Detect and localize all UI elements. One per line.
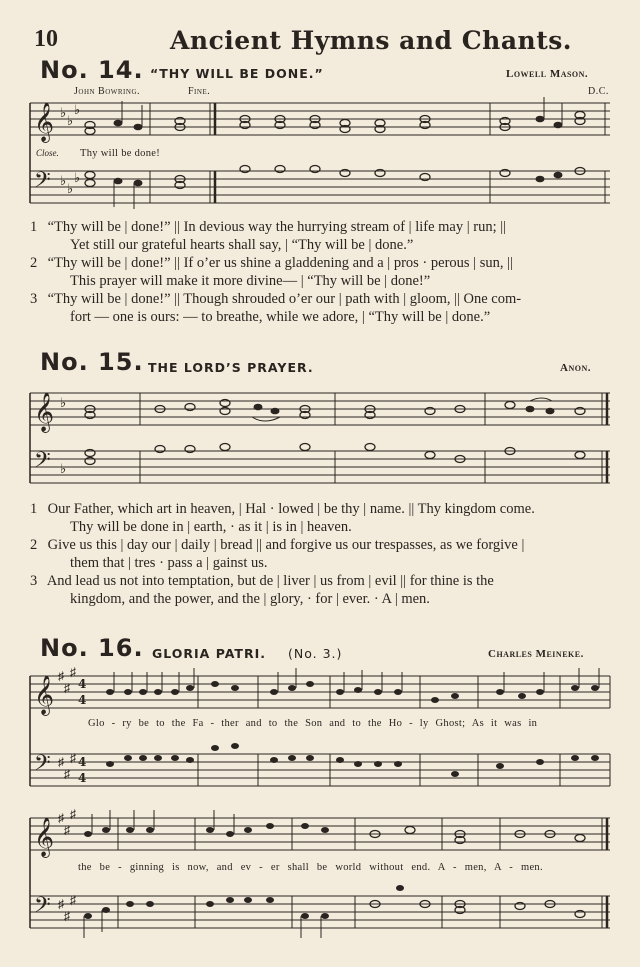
lyric-syllable: Ghost;: [435, 718, 466, 729]
lyric-syllable: ther: [221, 718, 239, 729]
lyric-syllable: to: [156, 718, 165, 729]
verse-line: kingdom, and the power, and the | glory, · for | ever. · A | men.: [70, 591, 430, 607]
lyric-syllable: in: [528, 718, 538, 729]
lyric-syllable: men,: [464, 862, 487, 873]
svg-text:𝄞: 𝄞: [34, 102, 55, 142]
lyric-syllable: the: [78, 862, 92, 873]
hymn-14-composer: Lowell Mason.: [506, 68, 589, 80]
lyric-syllable: -: [453, 862, 457, 873]
svg-text:𝄢: 𝄢: [34, 448, 51, 478]
lyric-syllable: As: [471, 718, 484, 729]
svg-text:4: 4: [78, 693, 87, 707]
verse-item: [30, 218, 618, 236]
verse-line: Yet still our grateful hearts shall say, | “Thy will be | done.”: [70, 237, 414, 253]
hymn-15-composer: Anon.: [560, 362, 591, 374]
hymn-15-number: No. 15.: [40, 348, 144, 376]
lyric-syllable: the: [368, 718, 382, 729]
svg-text:♭: ♭: [74, 171, 81, 186]
verse-line: “Thy will be | done!” || Though shrouded o’er our | path with | gloom, || One com-: [47, 291, 522, 307]
lyric-syllable: ginning: [129, 862, 165, 873]
lyric-syllable: ev: [240, 862, 252, 873]
lyric-syllable: the: [284, 718, 299, 729]
svg-text:♭: ♭: [67, 114, 74, 129]
hymn-14-title: “THY WILL BE DONE.”: [150, 66, 324, 81]
hymn-16-title: GLORIA PATRI.: [152, 646, 266, 661]
svg-text:♭: ♭: [60, 395, 67, 410]
lyric-syllable: Ho: [388, 718, 403, 729]
svg-text:♯: ♯: [64, 681, 70, 695]
running-head: Ancient Hymns and Chants.: [170, 26, 573, 55]
lyric-syllable: is: [171, 862, 180, 873]
lyric-syllable: Son: [305, 718, 323, 729]
svg-text:4: 4: [78, 755, 87, 769]
svg-text:𝄞: 𝄞: [34, 817, 55, 857]
lyric-syllable: -: [111, 718, 116, 729]
lyric-syllable: be: [316, 862, 328, 873]
svg-text:♯: ♯: [70, 807, 76, 821]
lyric-syllable: and: [329, 718, 346, 729]
lyric-syllable: -: [210, 718, 215, 729]
lyric-syllable: ry: [122, 718, 132, 729]
hymn-14-close-lyric: Thy will be done!: [80, 148, 161, 159]
lyric-syllable: Fa: [192, 718, 204, 729]
svg-text:𝄞: 𝄞: [34, 392, 55, 432]
verse-number: 3: [30, 291, 38, 307]
lyric-syllable: men.: [520, 862, 543, 873]
svg-text:♯: ♯: [64, 823, 70, 837]
lyric-syllable: world: [335, 862, 362, 873]
hymn-14-fine-mark: Fine.: [188, 86, 211, 97]
svg-text:𝄢: 𝄢: [34, 893, 51, 923]
svg-text:♭: ♭: [74, 103, 81, 118]
lyric-syllable: it: [490, 718, 498, 729]
svg-text:𝄢: 𝄢: [34, 751, 51, 781]
verse-item: [30, 290, 618, 308]
hymn-16-composer: Charles Meineke.: [488, 648, 584, 660]
verse-number: 2: [30, 537, 38, 553]
svg-text:𝄞: 𝄞: [34, 675, 55, 715]
verse-line: them that | tres · pass a | gainst us.: [70, 555, 268, 571]
lyric-syllable: to: [352, 718, 362, 729]
svg-text:♭: ♭: [60, 461, 67, 476]
verse-number: 1: [30, 219, 38, 235]
svg-text:♭: ♭: [60, 106, 67, 121]
svg-text:♭: ♭: [67, 182, 74, 197]
verse-line: Thy will be done in | earth, · as it | is in | heaven.: [70, 519, 352, 535]
lyric-syllable: A: [494, 862, 502, 873]
verse-number: 3: [30, 573, 38, 589]
hymn-15-score: [30, 385, 612, 495]
hymn-16-subtitle: (No. 3.): [288, 646, 343, 661]
lyric-syllable: and: [216, 862, 233, 873]
hymn-14-verses: [30, 218, 618, 326]
lyric-syllable: end.: [411, 862, 431, 873]
page-number: 10: [34, 26, 58, 52]
lyric-syllable: ly: [419, 718, 429, 729]
hymn-14-dc-mark: D.C.: [588, 86, 609, 97]
lyric-syllable: to: [268, 718, 278, 729]
verse-line: This prayer will make it more divine— | “Thy will be | done!”: [70, 273, 431, 289]
hymn-15-title: THE LORD’S PRAYER.: [148, 360, 314, 375]
verse-number: 2: [30, 255, 38, 271]
lyric-syllable: -: [409, 718, 413, 729]
verse-line: Our Father, which art in heaven, | Hal · lowed | be thy | name. || Thy kingdom come.: [47, 501, 535, 517]
hymn-14-author: John Bowring.: [74, 86, 140, 97]
svg-text:♯: ♯: [58, 897, 64, 911]
lyric-syllable: was: [504, 718, 522, 729]
hymn-16-number: No. 16.: [40, 634, 144, 662]
lyric-syllable: -: [509, 862, 514, 873]
verse-line: Give us this | day our | daily | bread || and forgive us our trespasses, as we forgive |: [47, 537, 525, 553]
verse-line: fort — one is ours: — to breathe, while we adore, | “Thy will be | done.”: [70, 309, 491, 325]
hymn-16-lyrics-1: [88, 718, 608, 729]
svg-text:♯: ♯: [70, 665, 76, 679]
verse-item: [30, 254, 618, 272]
lyric-syllable: Glo: [88, 718, 105, 729]
lyric-syllable: -: [259, 862, 263, 873]
lyric-syllable: without: [369, 862, 404, 873]
lyric-syllable: now,: [187, 862, 209, 873]
verse-item: [30, 572, 618, 590]
svg-text:♯: ♯: [64, 767, 70, 781]
verse-line: “Thy will be | done!” || If o’er us shine a gladdening and a | pros · perous | sun, ||: [47, 255, 513, 271]
lyric-syllable: shall: [287, 862, 309, 873]
lyric-syllable: be: [138, 718, 150, 729]
svg-text:♯: ♯: [58, 811, 64, 825]
verse-item: [30, 500, 618, 518]
verse-line: And lead us not into temptation, but de | liver | us from | evil || for thine is the: [46, 573, 494, 589]
svg-text:♯: ♯: [58, 669, 64, 683]
hymn-15-verses: [30, 500, 618, 608]
lyric-syllable: be: [99, 862, 111, 873]
hymn-16-lyrics-2: [78, 862, 608, 873]
svg-text:4: 4: [78, 771, 87, 785]
svg-text:♯: ♯: [70, 751, 76, 765]
hymn-16-score-system-2: [30, 807, 612, 940]
lyric-syllable: the: [171, 718, 186, 729]
svg-text:♭: ♭: [60, 174, 67, 189]
hymn-16-score-system-1: [30, 665, 612, 798]
svg-text:4: 4: [78, 677, 87, 691]
lyric-syllable: -: [118, 862, 122, 873]
lyric-syllable: A: [437, 862, 446, 873]
svg-text:♯: ♯: [70, 893, 76, 907]
verse-item: [30, 536, 618, 554]
lyric-syllable: and: [245, 718, 262, 729]
lyric-syllable: er: [270, 862, 280, 873]
hymn-14-close-label: Close.: [36, 148, 59, 158]
verse-line: “Thy will be | done!” || In devious way the hurrying stream of | life may | run; ||: [47, 219, 507, 235]
hymn-14-number: No. 14.: [40, 56, 144, 84]
svg-text:𝄢: 𝄢: [34, 168, 51, 198]
svg-text:♯: ♯: [64, 909, 70, 923]
svg-text:♯: ♯: [58, 755, 64, 769]
verse-number: 1: [30, 501, 38, 517]
